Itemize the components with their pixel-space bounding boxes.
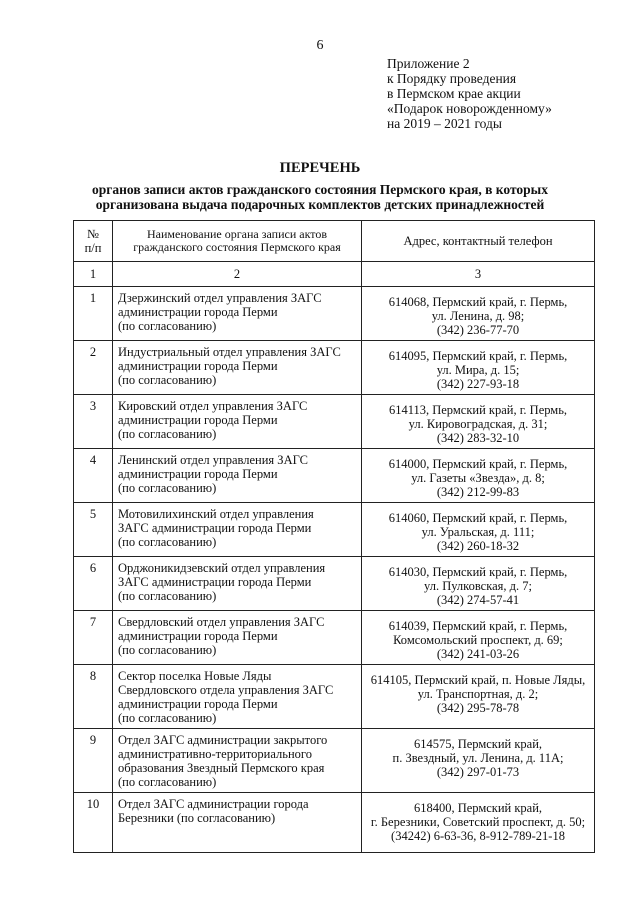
office-name	[113, 665, 362, 729]
office-address-line: г. Березники, Советский проспект, д. 50;	[370, 815, 586, 829]
office-name	[113, 341, 362, 395]
office-name-line: Мотовилихинский отдел управления	[118, 507, 314, 521]
office-name	[113, 503, 362, 557]
office-address-line: (342) 227-93-18	[436, 377, 520, 391]
office-name	[113, 449, 362, 503]
appendix-line: на 2019 – 2021 годы	[387, 116, 502, 131]
office-name-line: ЗАГС администрации города Перми	[118, 575, 312, 589]
office-address	[362, 503, 595, 557]
office-name-line: (по согласованию)	[118, 535, 217, 549]
office-name-line: ЗАГС администрации города Перми	[118, 521, 312, 535]
header-address	[362, 221, 595, 262]
table-header-row	[74, 221, 595, 262]
appendix-block	[387, 56, 552, 131]
office-address	[362, 287, 595, 341]
row-number: 4	[74, 449, 113, 503]
office-name-line: Орджоникидзевский отдел управления	[118, 561, 326, 575]
office-address-line: 614000, Пермский край, г. Пермь,	[388, 457, 568, 471]
office-address	[362, 557, 595, 611]
office-name-line: Индустриальный отдел управления ЗАГС	[118, 345, 341, 359]
column-number: 2	[113, 262, 362, 287]
table-row	[74, 341, 595, 395]
office-name-line: (по согласованию)	[118, 775, 217, 789]
office-name-line: Ленинский отдел управления ЗАГС	[118, 453, 308, 467]
office-name-line: администрации города Перми	[118, 697, 278, 711]
office-name-line: Отдел ЗАГС администрации города	[118, 797, 309, 811]
office-name-line: Дзержинский отдел управления ЗАГС	[118, 291, 322, 305]
office-name-line: администрации города Перми	[118, 629, 278, 643]
office-name	[113, 793, 362, 853]
office-address-line: (342) 297-01-73	[436, 765, 520, 779]
office-name	[113, 395, 362, 449]
header-line: гражданского состояния Пермского края	[133, 240, 341, 254]
row-number: 10	[74, 793, 113, 853]
office-address	[362, 449, 595, 503]
office-address-line: (342) 283-32-10	[436, 431, 520, 445]
office-address-line: 618400, Пермский край,	[413, 801, 543, 815]
office-address-line: ул. Газеты «Звезда», д. 8;	[411, 471, 545, 485]
appendix-line: Приложение 2	[387, 56, 470, 71]
office-address	[362, 729, 595, 793]
office-name-line: Отдел ЗАГС администрации закрытого	[118, 733, 328, 747]
row-number: 8	[74, 665, 113, 729]
office-address-line: (34242) 6-63-36, 8-912-789-21-18	[391, 829, 565, 843]
office-name-line: администрации города Перми	[118, 305, 278, 319]
appendix-line: «Подарок новорожденному»	[387, 101, 552, 116]
office-address-line: ул. Кировоградская, д. 31;	[408, 417, 548, 431]
office-address	[362, 611, 595, 665]
table-row	[74, 287, 595, 341]
office-address-line: п. Звездный, ул. Ленина, д. 11А;	[392, 751, 564, 765]
table-row	[74, 729, 595, 793]
appendix-line: в Пермском крае акции	[387, 86, 521, 101]
office-name-line: Сектор поселка Новые Ляды	[118, 669, 272, 683]
office-name-line: Березники (по согласованию)	[118, 811, 276, 825]
office-address-line: (342) 236-77-70	[436, 323, 520, 337]
office-name-line: (по согласованию)	[118, 481, 217, 495]
row-number: 6	[74, 557, 113, 611]
row-number: 5	[74, 503, 113, 557]
column-number: 1	[74, 262, 113, 287]
office-address-line: ул. Уральская, д. 111;	[421, 525, 535, 539]
office-address-line: 614039, Пермский край, г. Пермь,	[388, 619, 568, 633]
office-address	[362, 793, 595, 853]
header-line: п/п	[84, 241, 102, 255]
office-name-line: Свердловский отдел управления ЗАГС	[118, 615, 325, 629]
office-name	[113, 729, 362, 793]
office-address-line: ул. Пулковская, д. 7;	[424, 579, 532, 593]
table-row	[74, 793, 595, 853]
page-number: 6	[316, 38, 324, 53]
office-name-line: (по согласованию)	[118, 711, 217, 725]
office-name-line: администрации города Перми	[118, 413, 278, 427]
column-number: 3	[362, 262, 595, 287]
office-name-line: Свердловского отдела управления ЗАГС	[118, 683, 334, 697]
appendix-line: к Порядку проведения	[387, 71, 517, 86]
office-name-line: (по согласованию)	[118, 589, 217, 603]
table-row	[74, 665, 595, 729]
office-address-line: (342) 274-57-41	[436, 593, 520, 607]
header-number	[74, 221, 113, 262]
office-address-line: (342) 241-03-26	[436, 647, 520, 661]
office-address-line: 614575, Пермский край,	[413, 737, 543, 751]
subtitle-line: организована выдача подарочных комплектов детских принадлежностей	[95, 197, 545, 212]
office-address-line: 614030, Пермский край, г. Пермь,	[388, 565, 568, 579]
office-address-line: (342) 295-78-78	[436, 701, 520, 715]
office-address-line: 614105, Пермский край, п. Новые Ляды,	[370, 673, 586, 687]
office-address-line: 614068, Пермский край, г. Пермь,	[388, 295, 568, 309]
registry-offices-table	[73, 220, 595, 853]
document-title: ПЕРЕЧЕНЬ	[279, 160, 361, 176]
office-name	[113, 287, 362, 341]
office-name-line: образования Звездный Пермского края	[118, 761, 325, 775]
table-row	[74, 449, 595, 503]
office-address-line: ул. Мира, д. 15;	[436, 363, 520, 377]
office-name-line: (по согласованию)	[118, 319, 217, 333]
header-name	[113, 221, 362, 262]
office-address-line: 614113, Пермский край, г. Пермь,	[388, 403, 568, 417]
document-subtitle	[0, 182, 640, 212]
row-number: 9	[74, 729, 113, 793]
table-row	[74, 557, 595, 611]
office-address	[362, 395, 595, 449]
header-line: Адрес, контактный телефон	[403, 234, 553, 248]
office-name-line: административно-территориального	[118, 747, 312, 761]
office-address-line: 614095, Пермский край, г. Пермь,	[388, 349, 568, 363]
subtitle-line: органов записи актов гражданского состояния Пермского края, в которых	[92, 182, 548, 197]
office-name-line: (по согласованию)	[118, 373, 217, 387]
office-address	[362, 341, 595, 395]
table-row	[74, 611, 595, 665]
table-body	[74, 287, 595, 853]
office-address-line: ул. Транспортная, д. 2;	[417, 687, 539, 701]
office-address-line: (342) 260-18-32	[436, 539, 520, 553]
office-name	[113, 611, 362, 665]
table-row	[74, 395, 595, 449]
office-name-line: администрации города Перми	[118, 467, 278, 481]
office-address-line: (342) 212-99-83	[436, 485, 520, 499]
row-number: 3	[74, 395, 113, 449]
column-number-row	[74, 262, 595, 287]
office-name	[113, 557, 362, 611]
office-address-line: 614060, Пермский край, г. Пермь,	[388, 511, 568, 525]
office-name-line: (по согласованию)	[118, 643, 217, 657]
header-line: №	[87, 227, 99, 241]
row-number: 1	[74, 287, 113, 341]
row-number: 2	[74, 341, 113, 395]
office-address	[362, 665, 595, 729]
row-number: 7	[74, 611, 113, 665]
table-row	[74, 503, 595, 557]
header-line: Наименование органа записи актов	[146, 227, 327, 241]
office-name-line: администрации города Перми	[118, 359, 278, 373]
office-address-line: Комсомольский проспект, д. 69;	[393, 633, 563, 647]
office-address-line: ул. Ленина, д. 98;	[431, 309, 525, 323]
office-name-line: (по согласованию)	[118, 427, 217, 441]
office-name-line: Кировский отдел управления ЗАГС	[118, 399, 308, 413]
